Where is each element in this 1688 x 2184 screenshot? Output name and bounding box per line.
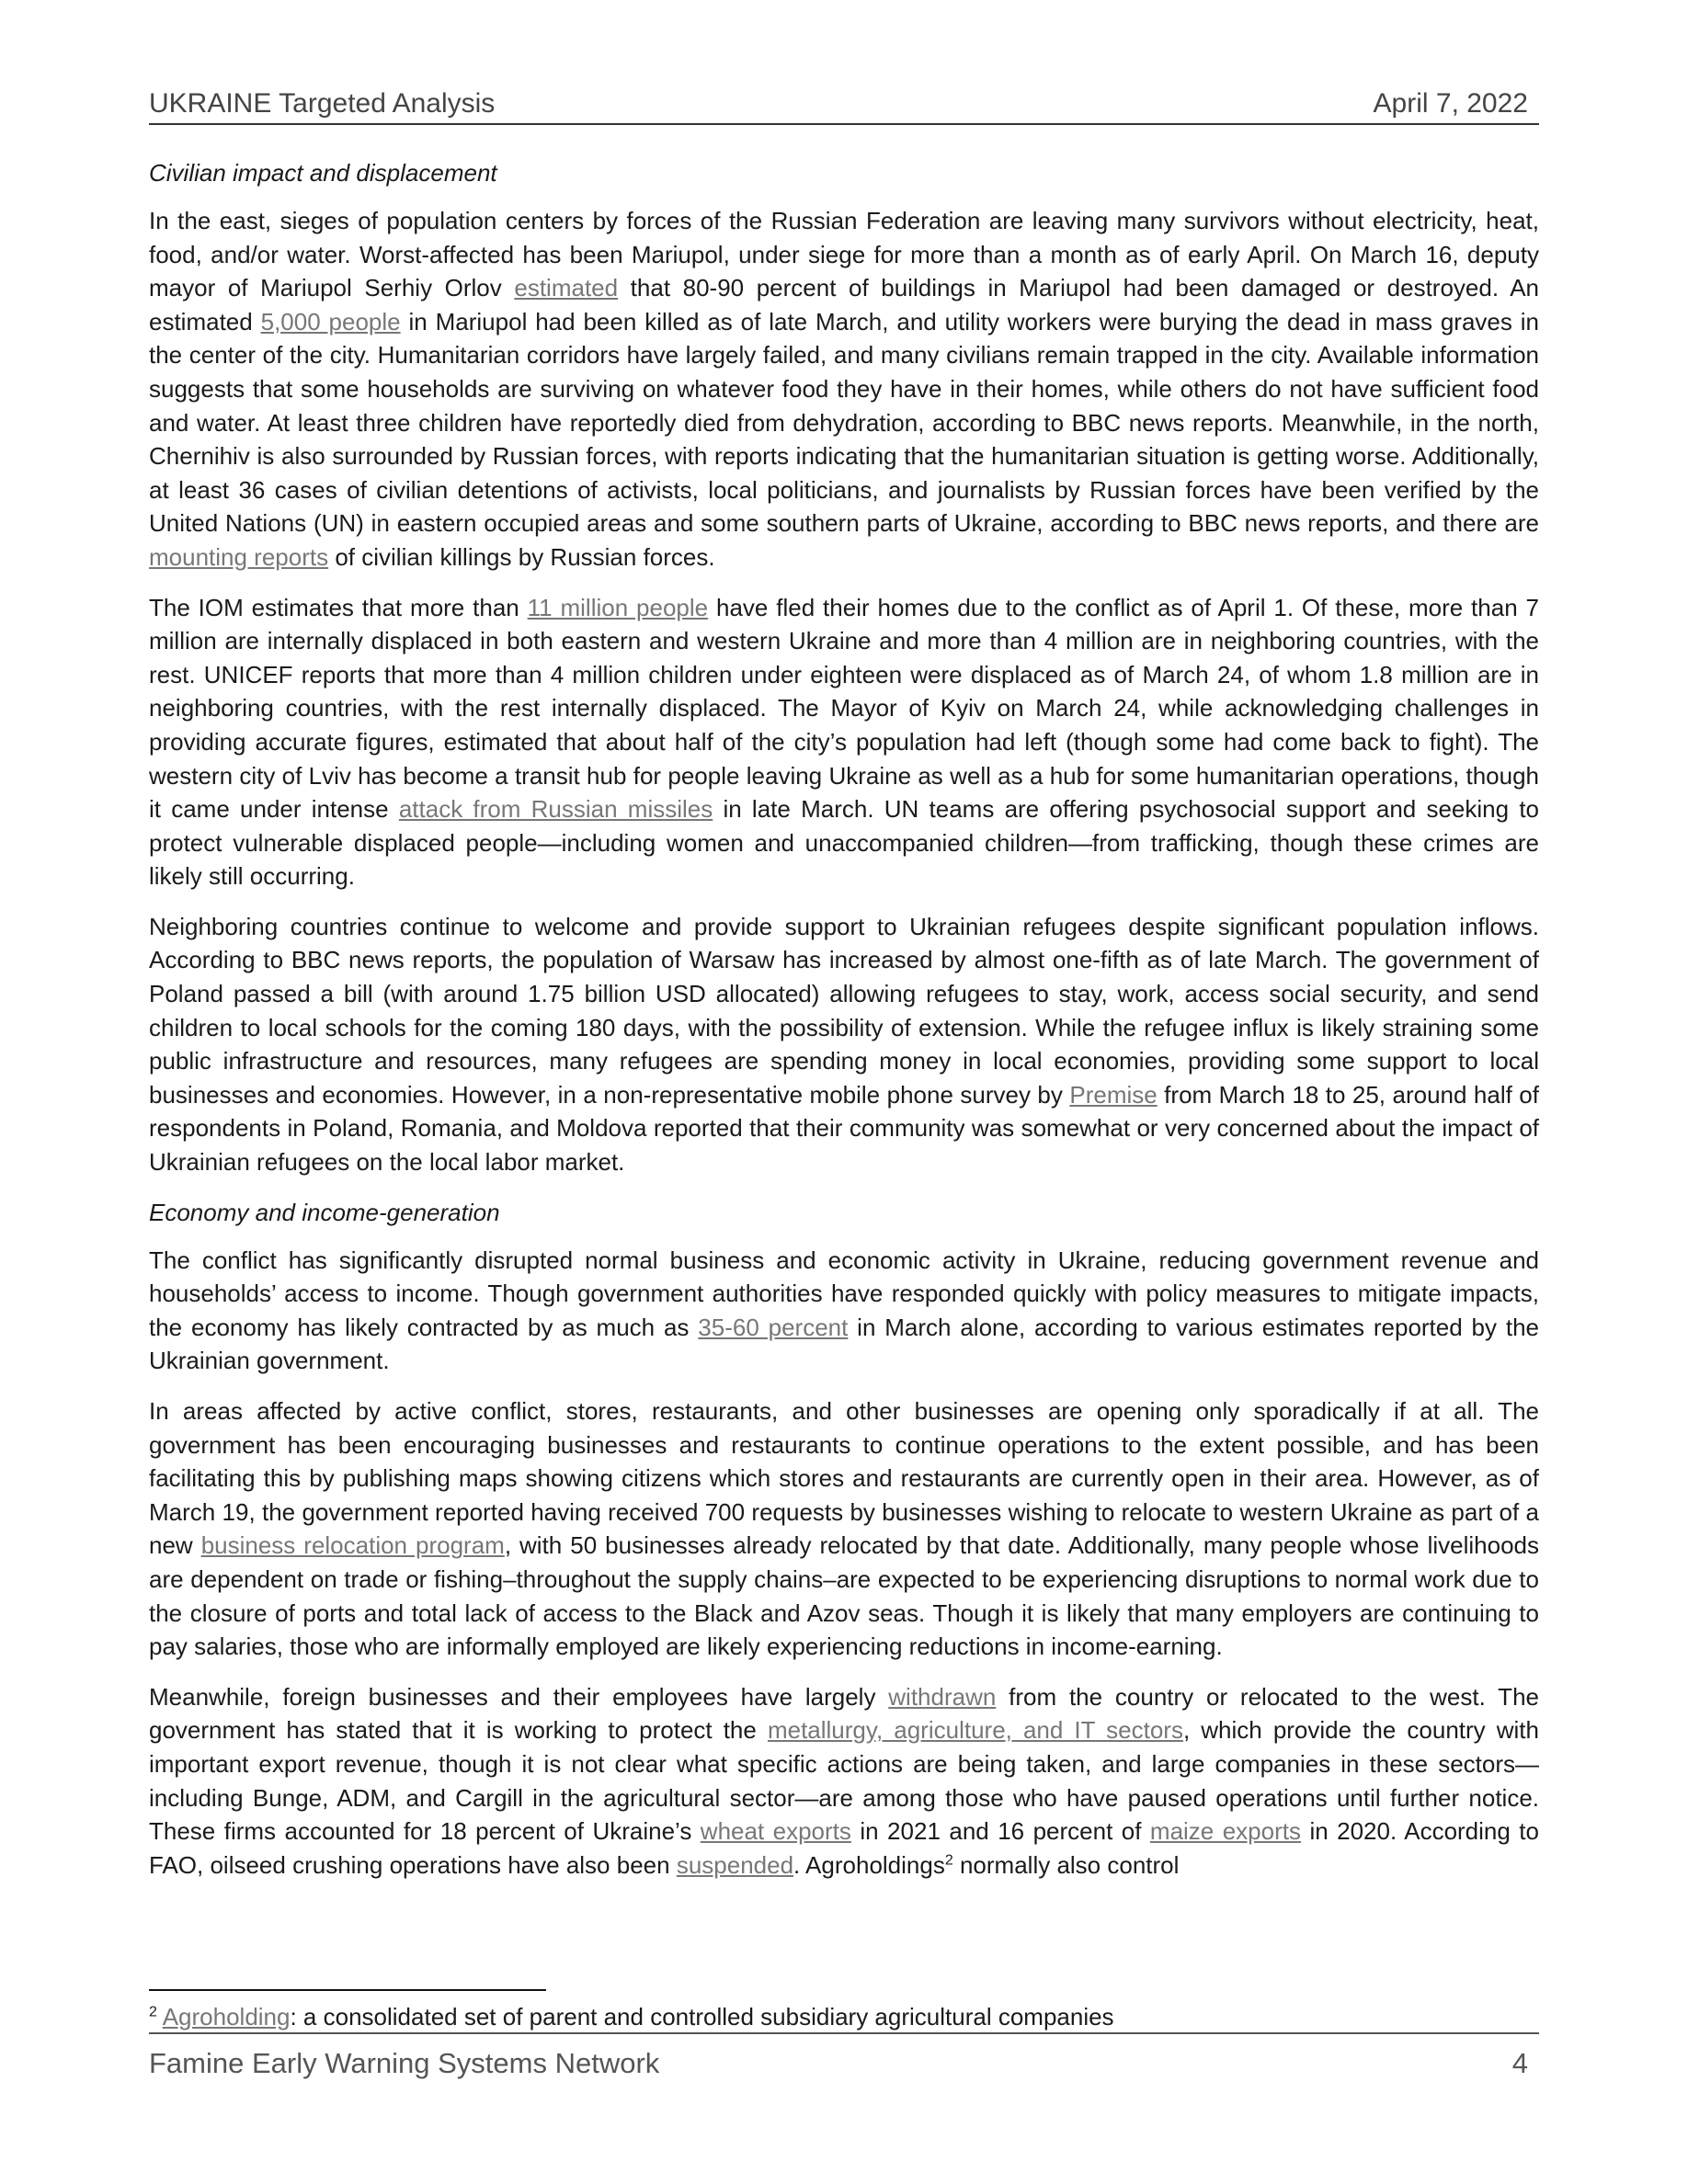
text: Neighboring countries continue to welcome and provide support to Ukrainian refugees despite significant population inflows. According to BBC news reports, the population of Warsaw has increased by almost one-fifth as of late March. The government of Poland passed a bill (with around 1.75 billion USD allocated) allowing refugees to stay, work, access social security, and send children to local schools for the coming 180 days, with the possibility of extension. While the refugee influx is likely straining some public infrastructure and resources, many refugees are spending money in local economies, providing some support to local businesses and economies. However, in a non-representative mobile phone survey by: [149, 912, 1539, 1109]
paragraph: [149, 1394, 1539, 1664]
text: in Mariupol had been killed as of late March, and utility workers were burying the dead in mass graves in the center of the city. Humanitarian corridors have largely failed, and many civilians remain trapped in the city. Available information suggests that some households are surviving on whatever food they have in their homes, while others do not have sufficient food and water. At least three children have reportedly died from dehydration, according to BBC news reports. Meanwhile, in the north, Chernihiv is also surrounded by Russian forces, with reports indicating that the humanitarian situation is getting worse. Additionally, at least 36 cases of civilian detentions of activists, local politicians, and journalists by Russian forces have been verified by the United Nations (UN) in eastern occupied areas and some southern parts of Ukraine, according to BBC news reports, and there are: [149, 307, 1540, 538]
footnote-text: : a consolidated set of parent and controlled subsidiary agricultural companies: [290, 2003, 1114, 2030]
text: in 2021 and 16 percent of: [850, 1817, 1150, 1846]
link-attack-russian-missiles[interactable]: attack from Russian missiles: [398, 795, 713, 824]
page-footer: [149, 2032, 1539, 2091]
link-withdrawn[interactable]: withdrawn: [888, 1682, 997, 1711]
paragraph: [149, 1244, 1539, 1378]
footnote: [149, 2000, 1539, 2033]
report-title: UKRAINE Targeted Analysis: [149, 88, 496, 119]
link-maize-exports[interactable]: maize exports: [1149, 1817, 1301, 1846]
paragraph: [149, 1680, 1539, 1883]
link-metallurgy-agriculture-it[interactable]: metallurgy, agriculture, and IT sectors: [767, 1716, 1183, 1745]
link-premise[interactable]: Premise: [1069, 1080, 1158, 1109]
section-heading-civilian: Civilian impact and displacement: [149, 159, 497, 187]
link-suspended[interactable]: suspended: [676, 1850, 794, 1879]
main-content: [149, 156, 1539, 1898]
text: , which provide the country with important export revenue, though it is not clear what specific actions are being taken, and large companies in these sectors—including Bunge, ADM, and Cargill in the agricultural sector—are among those who have paused operations until further notice. These firms accounted for 18 percent of Ukraine’s: [149, 1716, 1539, 1846]
report-date: April 7, 2022: [1373, 88, 1528, 119]
page-number: 4: [1511, 2047, 1528, 2079]
text: from the country or relocated to the west. The government has stated that it is working to protect the: [149, 1682, 1539, 1745]
paragraph: [149, 204, 1539, 574]
text: normally also control: [952, 1850, 1180, 1879]
paragraph: [149, 910, 1539, 1179]
text: . Agroholdings: [793, 1850, 945, 1879]
text: in March alone, according to various estimates reported by the Ukrainian government.: [149, 1313, 1539, 1375]
text: have fled their homes due to the conflict as of April 1. Of these, more than 7 million are internally displaced in both eastern and western Ukraine and more than 4 million are in neighboring countries, with the rest. UNICEF reports that more than 4 million children under eighteen were displaced as of March 24, of whom 1.8 million are in neighboring countries, with the rest internally displaced. The Mayor of Kyiv on March 24, while acknowledging challenges in providing accurate figures, estimated that about half of the city’s population had left (though some had come back to fight). The western city of Lviv has become a transit hub for people leaving Ukraine as well as a hub for some humanitarian operations, though it came under intense: [149, 593, 1539, 824]
paragraph: [149, 591, 1539, 893]
link-wheat-exports[interactable]: wheat exports: [700, 1817, 851, 1846]
section-heading-economy: Economy and income-generation: [149, 1198, 500, 1226]
link-agroholding[interactable]: Agroholding: [162, 2003, 291, 2030]
text: In the east, sieges of population centers by forces of the Russian Federation are leaving many survivors without electricity, heat, food, and/or water. Worst-affected has been Mariupol, under siege for more than a month as of early April. On March 16, deputy mayor of Mariupol Serhiy Orlov: [149, 207, 1539, 302]
organization-name: Famine Early Warning Systems Network: [149, 2047, 660, 2079]
link-35-60-percent[interactable]: 35-60 percent: [698, 1313, 849, 1341]
link-11-million-people[interactable]: 11 million people: [527, 593, 709, 621]
text: in 2020. According to FAO, oilseed crushing operations have also been: [149, 1817, 1539, 1879]
footnote-separator: [149, 1989, 546, 1991]
link-estimated[interactable]: estimated: [514, 274, 619, 302]
text: The conflict has significantly disrupted normal business and economic activity in Ukraine, reducing government revenue and households’ access to income. Though government authorities have responded quickly with policy measures to mitigate impacts, the economy has likely contracted by as much as: [149, 1246, 1539, 1341]
text: that 80-90 percent of buildings in Mariupol had been damaged or destroyed. An estimated: [149, 274, 1540, 336]
text: Meanwhile, foreign businesses and their employees have largely: [149, 1682, 889, 1711]
link-business-relocation-program[interactable]: business relocation program: [200, 1531, 505, 1560]
text: of civilian killings by Russian forces.: [328, 542, 715, 571]
link-5000-people[interactable]: 5,000 people: [260, 307, 401, 336]
text: in late March. UN teams are offering psychosocial support and seeking to protect vulnerable displaced people—including women and unaccompanied children—from trafficking, though these crimes are likely still occurring.: [149, 795, 1539, 891]
footnote-ref[interactable]: 2: [944, 1852, 953, 1869]
text: The IOM estimates that more than: [149, 593, 528, 621]
page-header: [149, 85, 1539, 125]
text: , with 50 businesses already relocated by that date. Additionally, many people whose livelihoods are dependent on trade or fishing–throughout the supply chains–are expected to be experiencing disruptions to normal work due to the closure of ports and total lack of access to the Black and Azov seas. Though it is likely that many employers are continuing to pay salaries, those who are informally employed are likely experiencing reductions in income-earning.: [149, 1531, 1540, 1661]
text: In areas affected by active conflict, stores, restaurants, and other businesses are opening only sporadically if at all. The government has been encouraging businesses and restaurants to continue operations to the extent possible, and has been facilitating this by publishing maps showing citizens which stores and restaurants are currently open in their area. However, as of March 19, the government reported having received 700 requests by businesses wishing to relocate to western Ukraine as part of a new: [149, 1397, 1539, 1560]
text: from March 18 to 25, around half of respondents in Poland, Romania, and Moldova reported that their community was somewhat or very concerned about the impact of Ukrainian refugees on the local labor market.: [149, 1080, 1539, 1177]
link-mounting-reports[interactable]: mounting reports: [149, 542, 329, 571]
footnote-number: 2: [149, 2004, 157, 2020]
